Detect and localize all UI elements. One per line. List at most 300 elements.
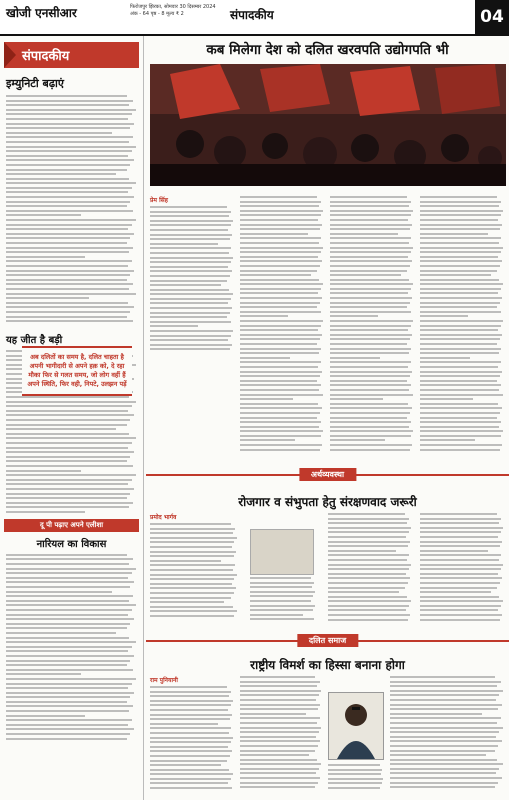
body-text-line: [330, 398, 383, 400]
body-text-line: [150, 523, 231, 525]
body-text-line: [6, 577, 128, 579]
body-text-line: [240, 449, 320, 451]
body-text-line: [330, 407, 412, 409]
body-text-line: [150, 289, 229, 291]
economy-photo: [250, 529, 314, 575]
body-text-line: [240, 389, 319, 391]
body-text-line: [240, 302, 320, 304]
body-text-line: [420, 444, 502, 446]
body-text-line: [150, 270, 232, 272]
body-text-line: [328, 554, 409, 556]
lead-pullquote-text: अब दलितों का समय है, दलित चाहता है अपनी भागीदारी से अपने हक़ को, दे रहा मौका फिर से गलत समय, जो लोग वहीं हैं अपने स्थिति, फिर वही, निपटे, उलझन पड़ें: [27, 353, 127, 388]
body-text-line: [420, 375, 500, 377]
body-text-line: [420, 403, 498, 405]
body-text-line: [420, 361, 501, 363]
body-text-line: [420, 210, 503, 212]
body-text-line: [150, 695, 229, 697]
economy-byline: प्रमोद भार्गव: [150, 514, 177, 521]
body-text-line: [420, 394, 503, 396]
body-text-line: [6, 604, 136, 606]
lead-photo: [150, 64, 506, 186]
body-text-line: [420, 306, 497, 308]
body-text-line: [420, 283, 503, 285]
body-text-line: [150, 280, 227, 282]
body-text-line: [6, 627, 127, 629]
body-text-line: [6, 650, 128, 652]
body-text-line: [240, 763, 321, 765]
body-text-line: [420, 270, 497, 272]
body-text-line: [420, 449, 500, 451]
body-text-line: [6, 224, 132, 226]
body-text-line: [6, 311, 130, 313]
body-text-line: [240, 260, 322, 262]
economy-headline: रोजगार व संभुपता हेतु संरक्षणवाद जरूरी: [238, 495, 417, 509]
body-text-line: [420, 619, 500, 621]
body-text-line: [6, 701, 127, 703]
body-text-line: [330, 394, 413, 396]
body-text-line: [6, 283, 133, 285]
body-text-line: [420, 541, 502, 543]
body-text-line: [6, 497, 127, 499]
body-text-line: [420, 256, 498, 258]
body-text-line: [390, 777, 502, 779]
body-text-line: [6, 646, 132, 648]
body-text-line: [390, 690, 503, 692]
body-text-line: [240, 690, 321, 692]
body-text-line: [330, 352, 409, 354]
body-text-line: [6, 673, 81, 675]
body-text-line: [240, 329, 318, 331]
body-text-line: [240, 430, 323, 432]
body-text-line: [240, 325, 321, 327]
body-text-line: [150, 773, 233, 775]
body-text-line: [6, 563, 129, 565]
body-text-line: [6, 205, 127, 207]
body-text-line: [150, 555, 234, 557]
body-text-line: [240, 772, 316, 774]
body-text-line: [6, 591, 112, 593]
body-text-line: [240, 421, 321, 423]
body-text-line: [390, 685, 497, 687]
body-text-line: [6, 187, 132, 189]
body-text-line: [6, 302, 128, 304]
body-text-line: [420, 274, 491, 276]
body-text-line: [240, 196, 317, 198]
body-text-line: [6, 233, 134, 235]
body-text-line: [6, 182, 136, 184]
body-text-line: [150, 234, 232, 236]
body-text-line: [6, 136, 133, 138]
body-text-line: [240, 247, 323, 249]
economy-column-3: [328, 513, 412, 628]
body-text-line: [328, 596, 407, 598]
body-text-line: [150, 293, 233, 295]
dalit-column-3: [390, 676, 504, 798]
body-text-line: [420, 279, 499, 281]
body-text-line: [6, 687, 128, 689]
body-text-line: [150, 546, 232, 548]
body-text-line: [150, 574, 237, 576]
body-text-line: [328, 550, 396, 552]
body-text-line: [330, 228, 410, 230]
banner-arrow-icon: [4, 42, 16, 68]
body-text-line: [330, 315, 378, 317]
lead-byline: प्रेम सिंह: [150, 197, 168, 204]
body-text-line: [150, 569, 233, 571]
body-text-line: [330, 233, 398, 235]
body-text-line: [240, 311, 321, 313]
body-text-line: [420, 380, 497, 382]
body-text-line: [150, 597, 231, 599]
body-text-line: [328, 587, 405, 589]
body-text-line: [420, 426, 499, 428]
body-text-line: [330, 270, 407, 272]
body-text-line: [240, 371, 322, 373]
body-text-line: [330, 343, 407, 345]
body-text-line: [150, 750, 232, 752]
body-text-line: [240, 348, 321, 350]
lead-column-4: [420, 196, 504, 458]
body-text-line: [328, 568, 409, 570]
body-text-line: [330, 320, 413, 322]
body-text-line: [420, 334, 502, 336]
body-text-line: [420, 348, 501, 350]
body-text-line: [390, 699, 496, 701]
body-text-line: [330, 288, 411, 290]
body-text-line: [6, 173, 116, 175]
body-text-line: [6, 297, 89, 299]
body-text-line: [6, 641, 136, 643]
body-text-line: [150, 215, 229, 217]
body-text-line: [240, 292, 318, 294]
body-text-line: [250, 618, 314, 620]
body-text-line: [420, 329, 498, 331]
body-text-line: [420, 265, 500, 267]
body-text-line: [6, 320, 133, 322]
body-text-line: [420, 421, 501, 423]
body-text-line: [6, 405, 132, 407]
body-text-line: [6, 506, 129, 508]
body-text-line: [420, 260, 502, 262]
body-text-line: [150, 339, 228, 341]
body-text-line: [328, 769, 382, 771]
body-text-line: [420, 352, 499, 354]
body-text-line: [240, 694, 319, 696]
lead-story-body: [150, 196, 506, 458]
body-text-line: [330, 274, 401, 276]
body-text-line: [6, 123, 134, 125]
body-text-line: [6, 710, 129, 712]
economy-band: [146, 468, 509, 482]
protest-crowd-image: [150, 64, 506, 186]
dateline-edition: अंक - 64 पृष्ठ - 8 मूल्य ₹ 2: [130, 11, 184, 17]
body-text-line: [390, 750, 495, 752]
body-text-line: [330, 334, 412, 336]
body-text-line: [6, 251, 129, 253]
body-text-line: [240, 320, 323, 322]
body-text-line: [240, 713, 306, 715]
body-text-line: [420, 554, 501, 556]
body-text-line: [6, 456, 130, 458]
body-text-line: [240, 417, 317, 419]
body-text-line: [330, 247, 413, 249]
section-title: संपादकीय: [230, 8, 274, 22]
body-text-line: [330, 201, 411, 203]
body-text-line: [330, 256, 408, 258]
body-text-line: [150, 284, 221, 286]
body-text-line: [6, 401, 136, 403]
body-text-line: [240, 768, 319, 770]
body-text-line: [330, 357, 380, 359]
body-text-line: [6, 274, 130, 276]
body-text-line: [240, 270, 317, 272]
body-text-line: [6, 715, 85, 717]
body-text-line: [240, 736, 316, 738]
body-text-line: [330, 329, 408, 331]
body-text-line: [330, 380, 407, 382]
page-number: 04: [475, 0, 509, 34]
body-text-line: [390, 736, 496, 738]
body-text-line: [150, 764, 221, 766]
body-text-line: [420, 205, 499, 207]
body-text-line: [240, 439, 295, 441]
body-text-line: [240, 219, 318, 221]
body-text-line: [390, 768, 499, 770]
body-text-line: [150, 787, 232, 789]
body-text-line: [330, 242, 409, 244]
body-text-line: [420, 338, 500, 340]
body-text-line: [6, 474, 136, 476]
body-text-line: [328, 773, 381, 775]
lead-column-2: [240, 196, 324, 458]
body-text-line: [240, 224, 322, 226]
body-text-line: [420, 311, 501, 313]
body-text-line: [240, 740, 320, 742]
body-text-line: [420, 513, 497, 515]
body-text-line: [330, 237, 411, 239]
body-text-line: [420, 398, 473, 400]
body-text-line: [328, 614, 410, 616]
body-text-line: [420, 596, 499, 598]
body-text-line: [6, 705, 133, 707]
body-text-line: [6, 127, 130, 129]
body-text-line: [328, 564, 411, 566]
body-text-line: [150, 727, 231, 729]
body-text-line: [420, 292, 498, 294]
body-text-line: [6, 493, 130, 495]
body-text-line: [6, 738, 127, 740]
body-text-line: [150, 737, 233, 739]
body-text-line: [150, 723, 218, 725]
body-text-line: [390, 754, 486, 756]
body-text-line: [420, 600, 503, 602]
body-text-line: [390, 731, 499, 733]
body-text-line: [390, 763, 503, 765]
body-text-line: [150, 778, 231, 780]
body-text-line: [240, 288, 321, 290]
body-text-line: [328, 582, 408, 584]
body-text-line: [240, 398, 293, 400]
body-text-line: [328, 778, 383, 780]
body-text-line: [6, 568, 136, 570]
body-text-line: [328, 518, 409, 520]
body-text-line: [240, 283, 323, 285]
body-text-line: [150, 714, 232, 716]
body-text-line: [390, 681, 501, 683]
body-text-line: [6, 692, 134, 694]
body-text-line: [240, 279, 319, 281]
body-text-line: [150, 746, 228, 748]
body-text-line: [240, 228, 320, 230]
body-text-line: [6, 247, 133, 249]
body-text-line: [240, 265, 320, 267]
body-text-line: [6, 511, 85, 513]
body-text-line: [420, 577, 502, 579]
body-text-line: [250, 582, 314, 584]
body-text-line: [390, 772, 496, 774]
body-text-line: [6, 256, 85, 258]
body-text-line: [150, 769, 229, 771]
body-text-line: [240, 676, 315, 678]
body-text-line: [6, 655, 134, 657]
body-text-line: [240, 361, 321, 363]
body-text-line: [150, 206, 227, 208]
body-text-line: [6, 470, 81, 472]
body-text-line: [6, 316, 127, 318]
body-text-line: [6, 260, 132, 262]
body-text-line: [328, 591, 399, 593]
body-text-line: [6, 228, 128, 230]
body-text-line: [420, 522, 499, 524]
body-text-line: [6, 196, 134, 198]
body-text-line: [250, 586, 312, 588]
body-text-line: [150, 224, 231, 226]
dalit-band-label: दलित समाज: [297, 634, 358, 647]
body-text-line: [250, 591, 315, 593]
body-text-line: [420, 224, 502, 226]
body-text-line: [240, 759, 317, 761]
body-text-line: [240, 306, 317, 308]
body-text-line: [240, 251, 321, 253]
body-text-line: [150, 606, 233, 608]
body-text-line: [240, 274, 311, 276]
body-text-line: [330, 348, 411, 350]
body-text-line: [420, 614, 502, 616]
body-text-line: [150, 551, 236, 553]
body-text-line: [330, 412, 410, 414]
body-text-line: [6, 733, 130, 735]
body-text-line: [240, 380, 317, 382]
body-text-line: [150, 211, 231, 213]
body-text-line: [390, 740, 502, 742]
body-text-line: [420, 527, 503, 529]
dalit-story-body: [150, 676, 506, 798]
left-column: [0, 36, 144, 800]
body-text-line: [420, 609, 498, 611]
body-text-line: [330, 366, 408, 368]
body-text-line: [240, 750, 315, 752]
body-text-line: [330, 214, 411, 216]
body-text-line: [330, 219, 408, 221]
body-text-line: [150, 316, 227, 318]
body-text-line: [420, 237, 501, 239]
editorial-body: [6, 95, 137, 322]
body-text-line: [420, 297, 502, 299]
lead-pullquote: [22, 346, 132, 396]
body-text-line: [420, 430, 503, 432]
body-text-line: [250, 577, 311, 579]
body-text-line: [330, 449, 410, 451]
body-text-line: [420, 389, 499, 391]
body-text-line: [6, 306, 134, 308]
body-text-line: [6, 150, 132, 152]
body-text-line: [330, 371, 412, 373]
body-text-line: [330, 417, 407, 419]
economy-column-2: [250, 577, 316, 627]
body-text-line: [240, 699, 316, 701]
body-text-line: [420, 219, 498, 221]
body-text-line: [240, 727, 321, 729]
body-text-line: [6, 623, 130, 625]
body-text-line: [420, 412, 500, 414]
body-text-line: [330, 439, 385, 441]
body-text-line: [6, 442, 132, 444]
economy-band-label: अर्थव्यवस्था: [299, 468, 356, 481]
body-text-line: [150, 261, 231, 263]
body-text-line: [390, 717, 501, 719]
body-text-line: [328, 609, 406, 611]
body-text-line: [240, 384, 321, 386]
body-text-line: [420, 196, 497, 198]
brand-name: खोजी एनसीआर: [6, 6, 77, 20]
body-text-line: [420, 559, 499, 561]
body-text-line: [330, 306, 407, 308]
body-text-line: [420, 320, 503, 322]
body-text-line: [390, 713, 482, 715]
body-text-line: [390, 694, 499, 696]
body-text-line: [240, 352, 319, 354]
body-text-line: [420, 407, 502, 409]
body-text-line: [420, 564, 503, 566]
body-text-line: [150, 686, 227, 688]
body-text-line: [330, 361, 411, 363]
dalit-column-1: [150, 686, 234, 798]
body-text-line: [240, 708, 318, 710]
body-text-line: [6, 554, 127, 556]
body-text-line: [330, 325, 411, 327]
body-text-line: [240, 394, 323, 396]
body-text-line: [420, 591, 491, 593]
body-text-line: [330, 430, 413, 432]
body-text-line: [390, 745, 498, 747]
body-text-line: [420, 545, 500, 547]
body-text-line: [6, 118, 128, 120]
body-text-line: [250, 600, 311, 602]
body-text-line: [240, 407, 322, 409]
body-text-line: [330, 426, 409, 428]
body-text-line: [6, 600, 129, 602]
body-text-line: [150, 760, 227, 762]
body-text-line: [6, 201, 130, 203]
body-text-line: [328, 559, 407, 561]
body-text-line: [328, 764, 380, 766]
body-text-line: [420, 371, 502, 373]
body-text-line: [6, 586, 130, 588]
body-text-line: [6, 479, 132, 481]
body-text-line: [330, 435, 411, 437]
body-text-line: [6, 632, 116, 634]
body-text-line: [6, 270, 134, 272]
